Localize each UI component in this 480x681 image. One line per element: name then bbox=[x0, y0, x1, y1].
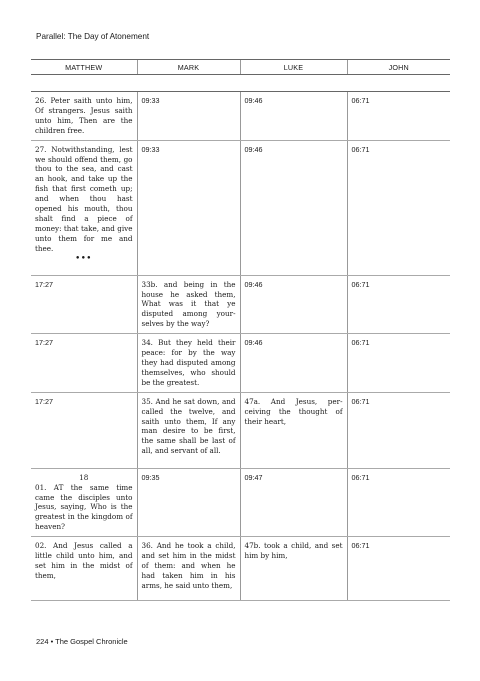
table-row bbox=[31, 92, 450, 141]
mark-cell: 09:35 bbox=[137, 468, 240, 536]
page-footer: 224 • The Gospel Chronicle bbox=[36, 637, 128, 646]
chapter-number: 18 bbox=[79, 472, 89, 482]
table-row bbox=[31, 334, 450, 393]
luke-cell: 47a. And Jesus, per-ceiving the thought of their heart, bbox=[240, 392, 347, 468]
column-header-john: JOHN bbox=[347, 60, 450, 75]
matthew-cell: 17:27 bbox=[31, 275, 137, 334]
john-cell: 06:71 bbox=[347, 275, 450, 334]
column-header-mark: MARK bbox=[137, 60, 240, 75]
luke-cell: 09:46 bbox=[240, 334, 347, 393]
matthew-cell: 26. Peter saith unto him, Of strangers. Jesus saith unto him, Then are the children free. bbox=[31, 92, 137, 141]
mark-cell: 33b. and being in the house he asked them, What was it that ye disputed among your-selves by the way? bbox=[137, 275, 240, 334]
table-row bbox=[31, 392, 450, 468]
spacer-row bbox=[31, 75, 450, 92]
mark-cell: 09:33 bbox=[137, 140, 240, 275]
table-row bbox=[31, 140, 450, 275]
mark-cell: 34. But they held their peace: for by the way they had disputed among themselves, who should be the greatest. bbox=[137, 334, 240, 393]
table-row bbox=[31, 275, 450, 334]
mark-cell: 35. And he sat down, and called the twelve, and saith unto them, If any man desire to be first, the same shall be last of all, and servant of all. bbox=[137, 392, 240, 468]
mark-cell: 36. And he took a child, and set him in the midst of them: and when he had taken him in his arms, he said unto them, bbox=[137, 537, 240, 601]
luke-cell: 09:46 bbox=[240, 92, 347, 141]
luke-cell: 09:46 bbox=[240, 140, 347, 275]
john-cell: 06:71 bbox=[347, 392, 450, 468]
mark-cell: 09:33 bbox=[137, 92, 240, 141]
matthew-cell bbox=[31, 140, 137, 275]
john-cell: 06:71 bbox=[347, 334, 450, 393]
john-cell: 06:71 bbox=[347, 140, 450, 275]
matthew-cell bbox=[31, 468, 137, 536]
matthew-text: 27. Notwithstanding, lest we should offend them, go thou to the sea, and cast an hook, and take up the fish that first cometh up; and when thou hast opened his mouth, thou shalt find a piece of money: that take, and give unto them for me and thee. bbox=[35, 144, 133, 253]
luke-cell: 09:47 bbox=[240, 468, 347, 536]
john-cell: 06:71 bbox=[347, 468, 450, 536]
luke-cell: 47b. took a child, and set him by him, bbox=[240, 537, 347, 601]
matthew-cell: 17:27 bbox=[31, 334, 137, 393]
continuation-mark: ••• bbox=[75, 252, 93, 262]
page-title: Parallel: The Day of Atonement bbox=[36, 32, 150, 41]
luke-cell: 09:46 bbox=[240, 275, 347, 334]
column-header-luke: LUKE bbox=[240, 60, 347, 75]
matthew-cell: 17:27 bbox=[31, 392, 137, 468]
matthew-text: 01. AT the same time came the disciples unto Jesus, saying, Who is the greatest in the kingdom of heaven? bbox=[35, 482, 133, 532]
table-row bbox=[31, 537, 450, 601]
matthew-cell: 02. And Jesus called a little child unto him, and set him in the midst of them, bbox=[31, 537, 137, 601]
table-row bbox=[31, 468, 450, 536]
parallel-table bbox=[31, 59, 450, 601]
column-header-matthew: MATTHEW bbox=[31, 60, 137, 75]
john-cell: 06:71 bbox=[347, 537, 450, 601]
column-header-row bbox=[31, 60, 450, 75]
john-cell: 06:71 bbox=[347, 92, 450, 141]
